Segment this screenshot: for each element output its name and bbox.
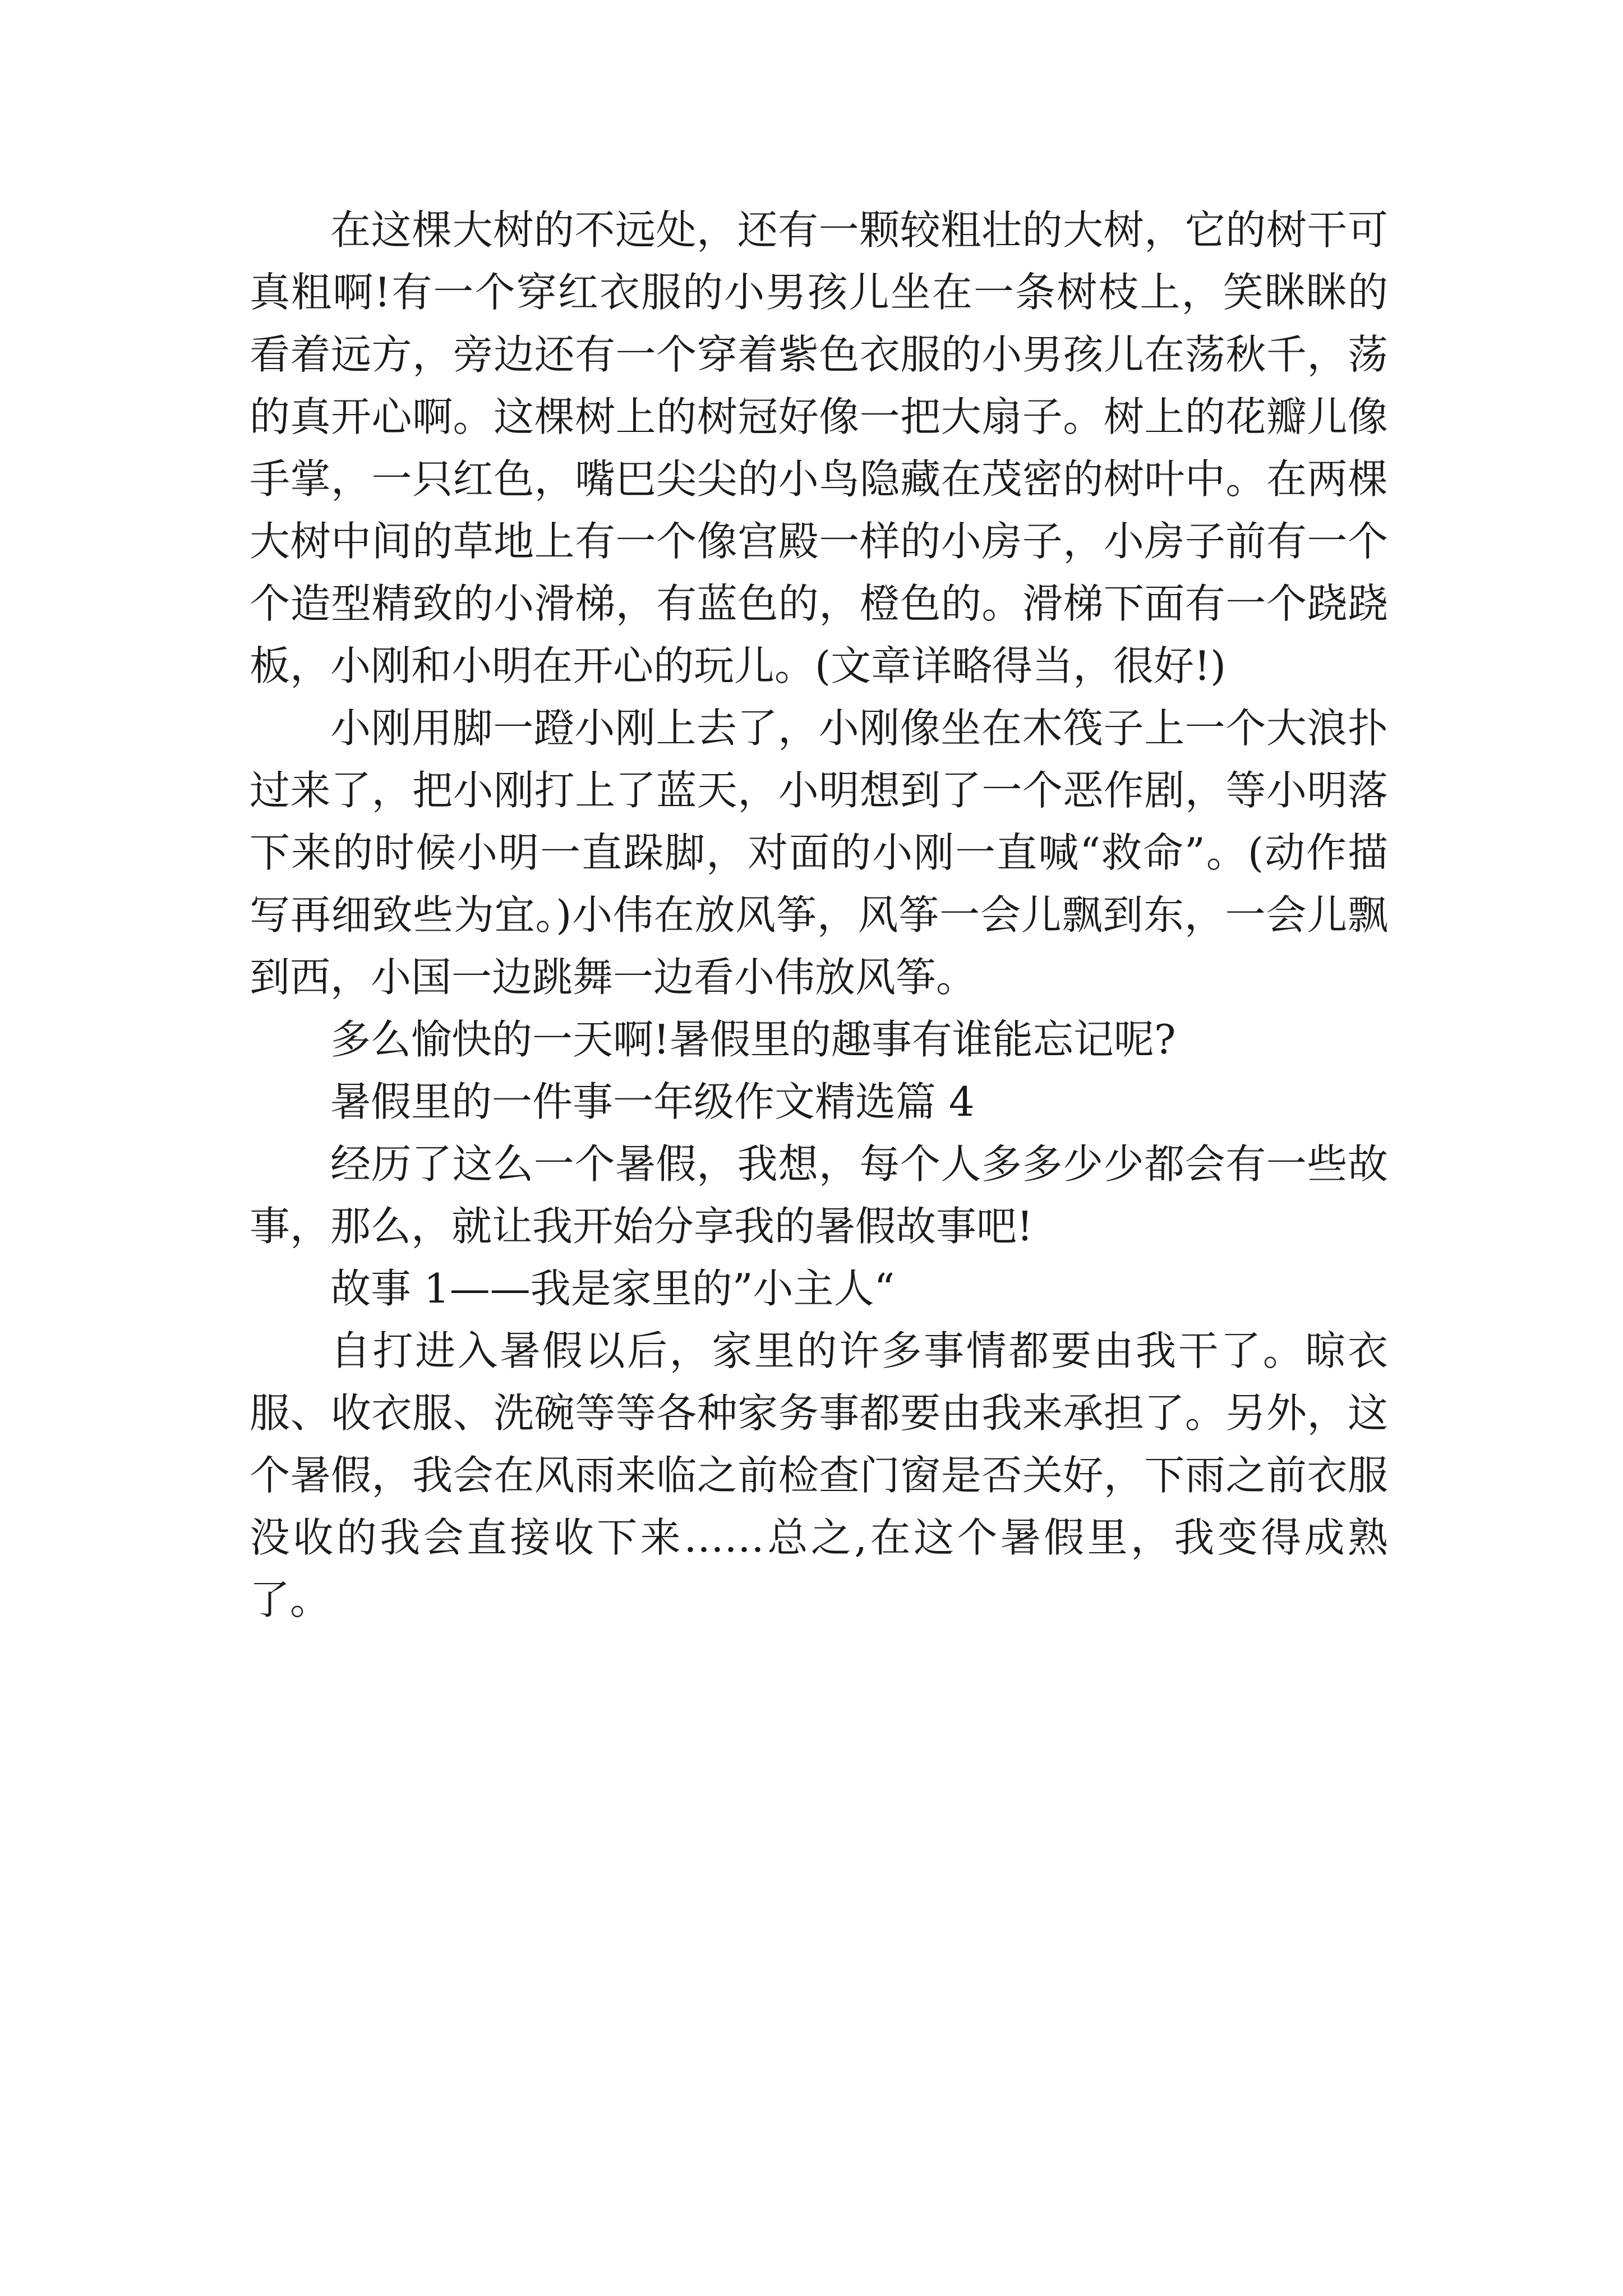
document-body <box>250 199 1388 1631</box>
story-heading: 故事 1——我是家里的”小主人“ <box>330 1265 895 1312</box>
section-heading: 暑假里的一件事一年级作文精选篇 4 <box>330 1078 975 1125</box>
paragraph-happy-day: 多么愉快的一天啊!暑假里的趣事有谁能忘记呢? <box>330 1016 1176 1063</box>
paragraph-seesaw-kite: 小刚用脚一蹬小刚上去了，小刚像坐在木筏子上一个大浪扑过来了，把小刚打上了蓝天，小明想到了一个恶作剧，等小明落下来的时候小明一直跺脚，对面的小刚一直喊“救命”。(动作描写再细致些为宜。)小伟在放风筝，风筝一会儿飘到东，一会儿飘到西，小国一边跳舞一边看小伟放风筝。 <box>250 705 1388 1001</box>
paragraph-intro: 经历了这么一个暑假，我想，每个人多多少少都会有一些故事，那么，就让我开始分享我的暑假故事吧! <box>250 1140 1388 1250</box>
paragraph-housework: 自打进入暑假以后，家里的许多事情都要由我干了。晾衣服、收衣服、洗碗等等各种家务事都要由我来承担了。另外，这个暑假，我会在风雨来临之前检查门窗是否关好，下雨之前衣服没收的我会直接收下来……总之,在这个暑假里，我变得成熟了。 <box>250 1327 1388 1623</box>
paragraph-tree-description: 在这棵大树的不远处，还有一颗较粗壮的大树，它的树干可真粗啊!有一个穿红衣服的小男孩儿坐在一条树枝上，笑眯眯的看着远方，旁边还有一个穿着紫色衣服的小男孩儿在荡秋千，荡的真开心啊。这棵树上的树冠好像一把大扇子。树上的花瓣儿像手掌，一只红色，嘴巴尖尖的小鸟隐藏在茂密的树叶中。在两棵大树中间的草地上有一个像宫殿一样的小房子，小房子前有一个个造型精致的小滑梯，有蓝色的，橙色的。滑梯下面有一个跷跷板，小刚和小明在开心的玩儿。(文章详略得当，很好!) <box>250 206 1388 689</box>
